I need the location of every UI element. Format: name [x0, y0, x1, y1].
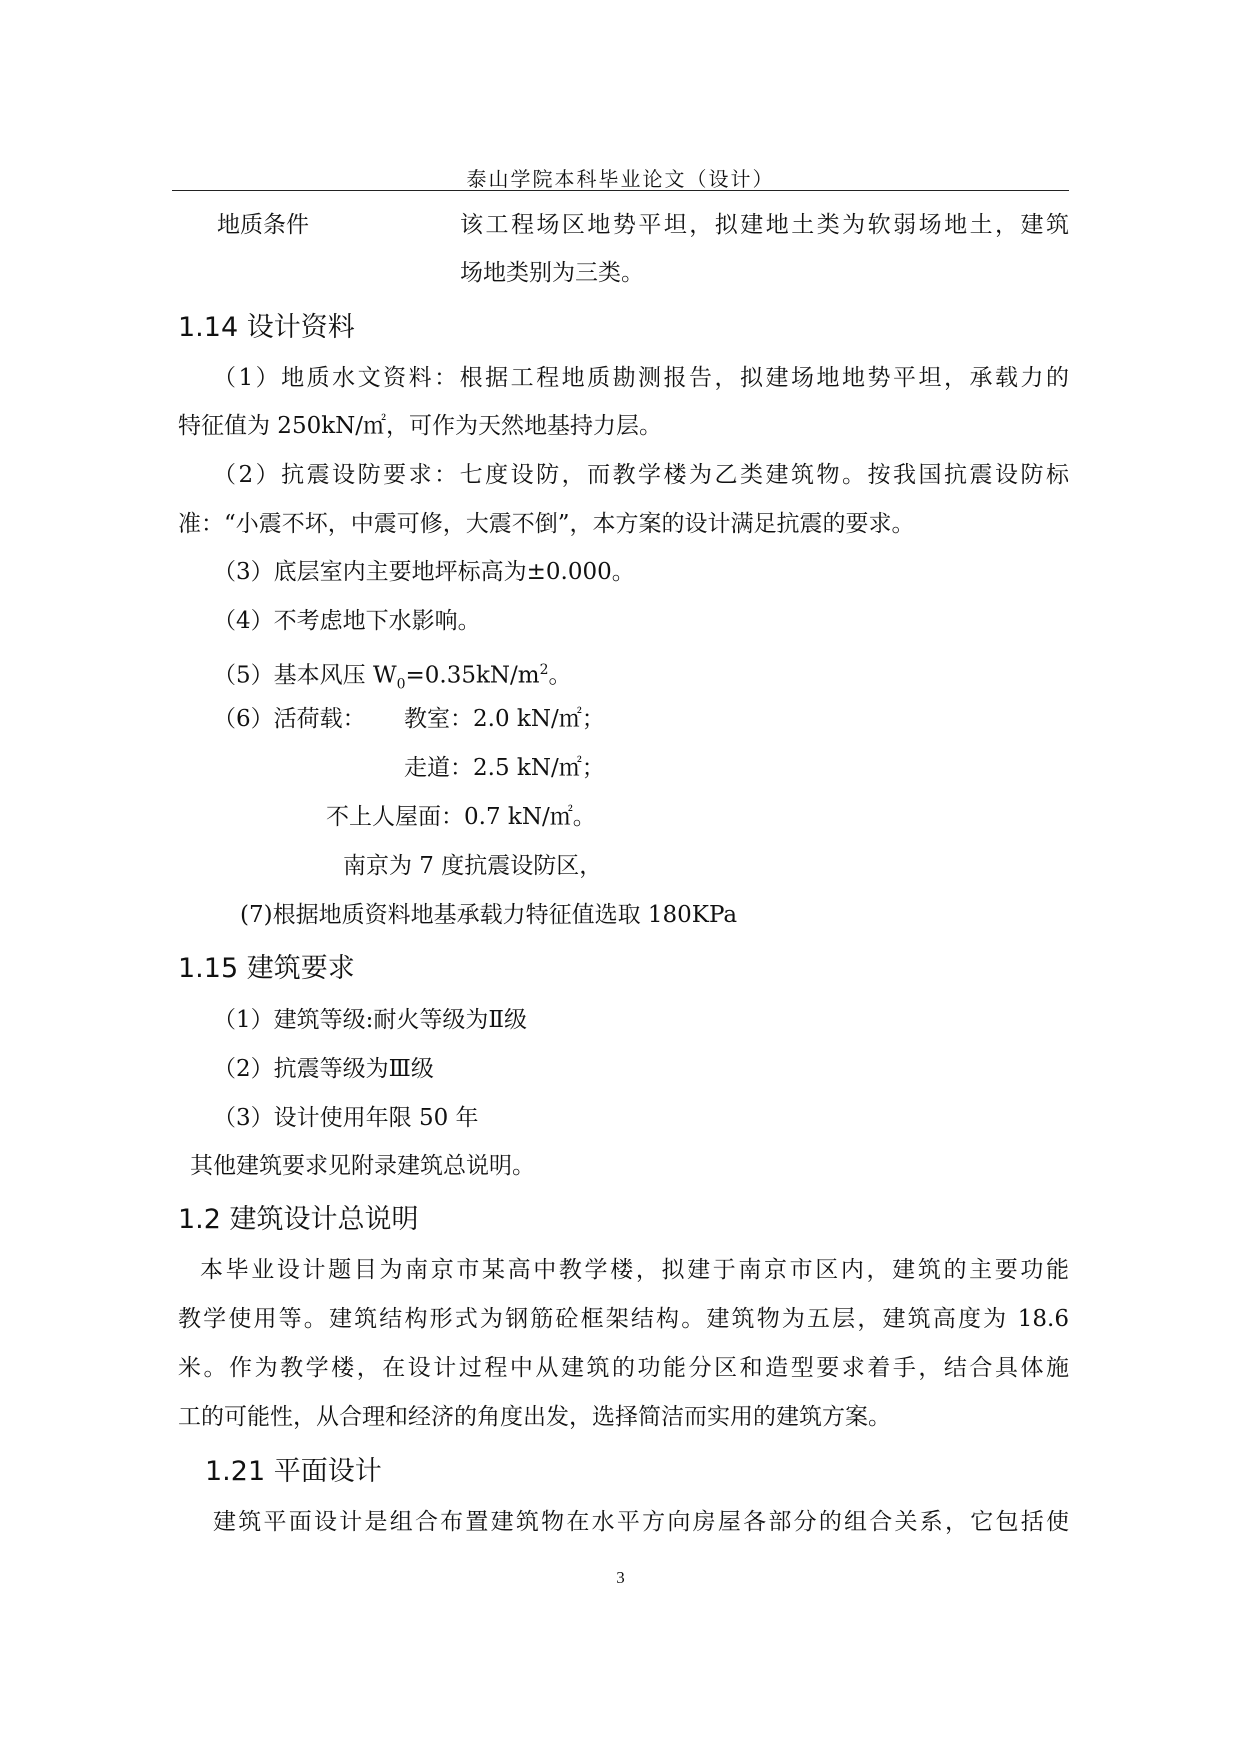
- live-load-classroom: 教室：2.0 kN/㎡；: [404, 706, 605, 732]
- paragraph-line: 准：“小震不坏，中震可修，大震不倒”，本方案的设计满足抗震的要求。: [178, 511, 915, 537]
- list-item: （3）底层室内主要地坪标高为±0.000。: [213, 559, 635, 585]
- wind-pressure-superscript: 2: [539, 662, 549, 678]
- seismic-zone-note: 南京为 7 度抗震设防区，: [343, 853, 603, 879]
- live-load-corridor: 走道：2.5 kN/㎡；: [404, 755, 605, 781]
- list-item: （4）不考虑地下水影响。: [213, 608, 481, 634]
- geology-text-line2: 场地类别为三类。: [460, 260, 644, 286]
- paragraph-line: 其他建筑要求见附录建筑总说明。: [190, 1153, 535, 1179]
- paragraph-line: 工的可能性，从合理和经济的角度出发，选择简洁而实用的建筑方案。: [178, 1404, 891, 1430]
- paragraph-line: 教学使用等。建筑结构形式为钢筋砼框架结构。建筑物为五层，建筑高度为 18.6: [178, 1306, 1069, 1332]
- paragraph-line: 本毕业设计题目为南京市某高中教学楼，拟建于南京市区内，建筑的主要功能: [200, 1257, 1069, 1283]
- list-item: （3）设计使用年限 50 年: [213, 1105, 479, 1131]
- list-item: （1）建筑等级:耐火等级为Ⅱ级: [213, 1007, 528, 1033]
- geology-label: 地质条件: [217, 212, 309, 238]
- section-heading-1-15: 1.15 建筑要求: [178, 953, 355, 984]
- list-item-wind-pressure: [213, 655, 572, 699]
- paragraph-line: 建筑平面设计是组合布置建筑物在水平方向房屋各部分的组合关系，它包括使: [213, 1509, 1069, 1535]
- paragraph-line: （1）地质水文资料：根据工程地质勘测报告，拟建场地地势平坦，承载力的: [213, 365, 1069, 391]
- list-item: （2）抗震等级为Ⅲ级: [213, 1056, 434, 1082]
- wind-pressure-end: 。: [548, 662, 572, 689]
- header-rule: [172, 190, 1069, 191]
- paragraph-line: （2）抗震设防要求：七度设防，而教学楼为乙类建筑物。按我国抗震设防标: [213, 462, 1069, 488]
- live-load-roof: 不上人屋面：0.7 kN/㎡。: [326, 804, 596, 830]
- wind-pressure-value: =0.35kN/m: [405, 662, 540, 689]
- paragraph-line: 米。作为教学楼，在设计过程中从建筑的功能分区和造型要求着手，结合具体施: [178, 1355, 1069, 1381]
- section-heading-1-2: 1.2 建筑设计总说明: [178, 1204, 419, 1235]
- section-heading-1-21: 1.21 平面设计: [205, 1456, 382, 1487]
- wind-pressure-prefix: （5）基本风压 W: [213, 662, 397, 689]
- page-header-title: 泰山学院本科毕业论文（设计）: [466, 167, 775, 191]
- wind-pressure-subscript: 0: [396, 676, 406, 693]
- page-number: 3: [616, 1568, 625, 1587]
- section-heading-1-14: 1.14 设计资料: [178, 312, 355, 343]
- paragraph-line: 特征值为 250kN/㎡，可作为天然地基持力层。: [178, 413, 663, 439]
- geology-text-line1: 该工程场区地势平坦，拟建地土类为软弱场地土，建筑: [460, 212, 1069, 238]
- live-load-label: （6）活荷载：: [213, 706, 366, 732]
- list-item: (7)根据地质资料地基承载力特征值选取 180KPa: [240, 902, 738, 928]
